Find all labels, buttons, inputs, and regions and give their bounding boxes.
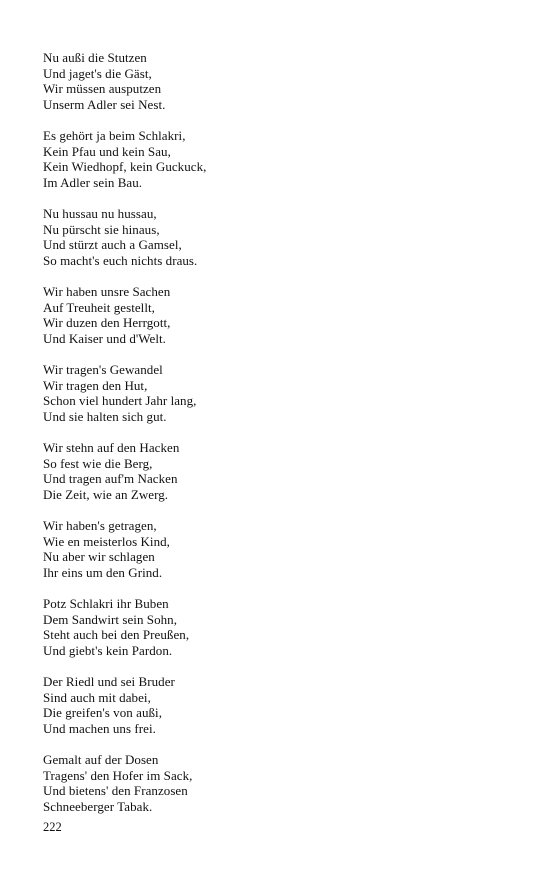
verse-line: Nu pürscht sie hinaus, [43,221,160,237]
verse-line: Die greifen's von außi, [43,705,163,720]
stanza [43,284,523,346]
stanza [43,674,523,736]
verse-line: Wir duzen den Herrgott, [43,315,171,330]
verse-line: Wir tragen den Hut, [43,377,148,393]
stanza [43,518,523,580]
stanza [43,206,523,268]
verse-line: Unserm Adler sei Nest. [43,96,166,112]
verse-line: Und machen uns frei. [43,720,156,736]
stanza [43,362,523,424]
verse-line: Wie en meisterlos Kind, [43,533,170,549]
verse-line: Potz Schlakri ihr Buben [43,596,169,611]
stanza [43,752,523,814]
verse-line: Wir müssen ausputzen [43,81,162,96]
verse-line: Ihr eins um den Grind. [43,564,163,580]
verse-line: Wir tragen's Gewandel [43,362,163,377]
verse-line: Und bietens' den Franzosen [43,783,188,798]
stanza [43,596,523,658]
verse-line: So macht's euch nichts draus. [43,252,198,268]
stanza [43,50,523,112]
verse-line: Es gehört ja beim Schlakri, [43,128,186,143]
stanza [43,440,523,502]
page-number: 222 [43,820,62,834]
verse-line: Und jaget's die Gäst, [43,65,152,81]
verse-line: Und Kaiser und d'Welt. [43,330,166,346]
poem-body [43,50,523,830]
verse-line: Die Zeit, wie an Zwerg. [43,486,169,502]
verse-line: Nu hussau nu hussau, [43,206,157,221]
verse-line: Kein Wiedhopf, kein Guckuck, [43,159,207,174]
verse-line: Und stürzt auch a Gamsel, [43,237,182,252]
verse-line: Dem Sandwirt sein Sohn, [43,611,178,627]
verse-line: Tragens' den Hofer im Sack, [43,767,193,783]
stanza [43,128,523,190]
verse-line: Wir haben's getragen, [43,518,157,533]
verse-line: Sind auch mit dabei, [43,689,151,705]
verse-line: Und tragen auf'm Nacken [43,471,178,486]
verse-line: Nu außi die Stutzen [43,50,147,65]
verse-line: Kein Pfau und kein Sau, [43,143,171,159]
verse-line: Steht auch bei den Preußen, [43,627,190,642]
verse-line: Auf Treuheit gestellt, [43,299,155,315]
verse-line: Und giebt's kein Pardon. [43,642,173,658]
verse-line: Schon viel hundert Jahr lang, [43,393,197,408]
verse-line: Und sie halten sich gut. [43,408,167,424]
verse-line: Im Adler sein Bau. [43,174,143,190]
verse-line: Wir stehn auf den Hacken [43,440,180,455]
verse-line: Nu aber wir schlagen [43,549,155,564]
verse-line: Der Riedl und sei Bruder [43,674,175,689]
verse-line: Wir haben unsre Sachen [43,284,171,299]
verse-line: Gemalt auf der Dosen [43,752,159,767]
verse-line: Schneeberger Tabak. [43,798,153,814]
verse-line: So fest wie die Berg, [43,455,153,471]
